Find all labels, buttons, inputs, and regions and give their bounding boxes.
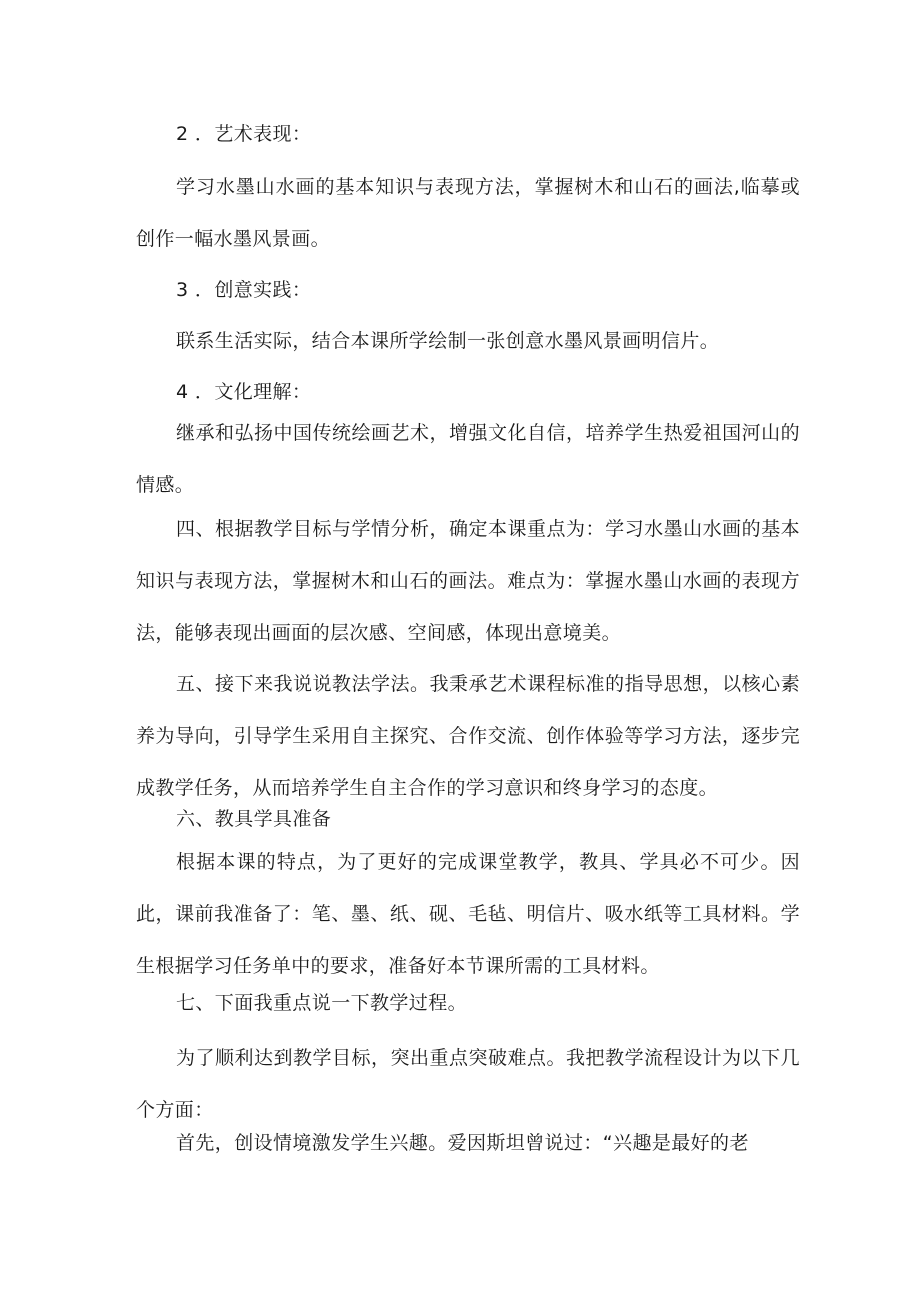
- paragraph-creative-practice: 联系生活实际，结合本课所学绘制一张创意水墨风景画明信片。: [176, 330, 720, 352]
- heading-artistic-expression: 2 ．艺术表现：: [176, 123, 312, 145]
- paragraph-first-step: 首先，创设情境激发学生兴趣。爱因斯坦曾说过：“兴趣是最好的老: [176, 1132, 749, 1154]
- heading-teaching-aids: 六、教具学具准备: [176, 808, 332, 830]
- paragraph-cultural-understanding: 继承和弘扬中国传统绘画艺术，增强文化自信，培养学生热爱祖国河山的情感。: [136, 422, 800, 496]
- heading-cultural-understanding: 4 ．文化理解：: [176, 381, 312, 403]
- paragraph-teaching-aids: 根据本课的特点，为了更好的完成课堂教学，教具、学具必不可少。因此，课前我准备了：笔、墨、纸、砚、毛毡、明信片、吸水纸等工具材料。学生根据学习任务单中的要求，准备好本节课所需的工具材料。: [136, 851, 800, 977]
- paragraph-teaching-flow: 为了顺利达到教学目标，突出重点突破难点。我把教学流程设计为以下几个方面：: [136, 1047, 800, 1121]
- paragraph-key-difficult-points: 四、根据教学目标与学情分析，确定本课重点为：学习水墨山水画的基本知识与表现方法，掌握树木和山石的画法。难点为：掌握水墨山水画的表现方法，能够表现出画面的层次感、空间感，体现出意境美。: [136, 518, 800, 644]
- paragraph-teaching-methods: 五、接下来我说说教法学法。我秉承艺术课程标准的指导思想，以核心素养为导向，引导学生采用自主探究、合作交流、创作体验等学习方法，逐步完成教学任务，从而培养学生自主合作的学习意识和终身学习的态度。: [136, 673, 800, 799]
- paragraph-artistic-expression: 学习水墨山水画的基本知识与表现方法，掌握树木和山石的画法,临摹或创作一幅水墨风景画。: [136, 176, 800, 250]
- heading-creative-practice: 3 ．创意实践：: [176, 279, 312, 301]
- heading-teaching-process: 七、下面我重点说一下教学过程。: [176, 992, 468, 1014]
